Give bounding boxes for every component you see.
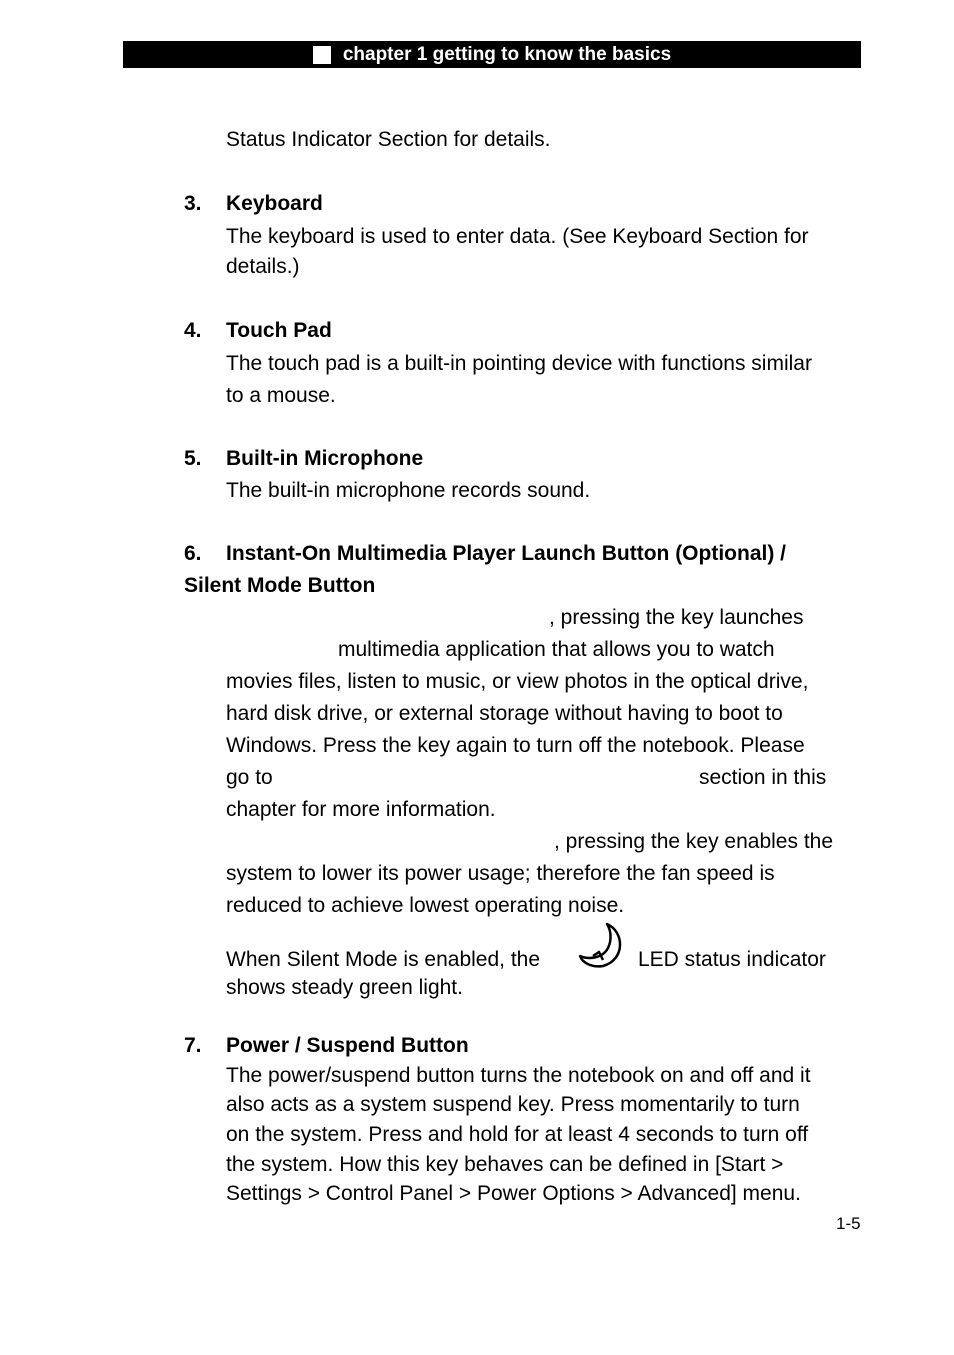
item-text: hard disk drive, or external storage without having to boot to xyxy=(226,702,783,725)
item-text: The power/suspend button turns the notebook on and off and it xyxy=(226,1064,811,1087)
item-text: the system. How this key behaves can be defined in [Start > xyxy=(226,1153,784,1176)
item-number: 4. xyxy=(184,319,202,342)
page-number: 1-5 xyxy=(836,1214,861,1233)
item-text: Settings > Control Panel > Power Options > Advanced] menu. xyxy=(226,1182,801,1205)
item-text: system to lower its power usage; therefore the fan speed is xyxy=(226,862,775,885)
moon-icon xyxy=(577,920,627,970)
item-text: chapter for more information. xyxy=(226,798,496,821)
item-text: , pressing the key launches xyxy=(549,606,804,629)
item-text: shows steady green light. xyxy=(226,976,463,999)
item-number: 3. xyxy=(184,192,202,215)
item-title: Keyboard xyxy=(226,192,323,215)
item-text: movies files, listen to music, or view photos in the optical drive, xyxy=(226,670,809,693)
item-title: Power / Suspend Button xyxy=(226,1034,469,1057)
item-text: , pressing the key enables the xyxy=(554,830,834,853)
item-text: go to xyxy=(226,766,273,789)
item-title: Touch Pad xyxy=(226,319,332,342)
item-text: details.) xyxy=(226,255,300,278)
item-text: LED status indicator xyxy=(638,948,826,971)
item-text: section in this xyxy=(699,766,827,789)
item-title: Instant-On Multimedia Player Launch Button (Optional) / xyxy=(226,542,787,565)
header-square-icon xyxy=(313,46,331,64)
item-number: 5. xyxy=(184,447,202,470)
item-text: The touch pad is a built-in pointing device with functions similar xyxy=(226,352,812,375)
item-title-continued: Silent Mode Button xyxy=(184,574,376,597)
item-number: 6. xyxy=(184,542,202,565)
item-text: to a mouse. xyxy=(226,384,336,407)
item-text: multimedia application that allows you to watch xyxy=(338,638,775,661)
item-text: The keyboard is used to enter data. (See Keyboard Section for xyxy=(226,225,809,248)
item-text: also acts as a system suspend key. Press momentarily to turn xyxy=(226,1093,800,1116)
item-text: reduced to achieve lowest operating noise. xyxy=(226,894,625,917)
item-text: on the system. Press and hold for at least 4 seconds to turn off xyxy=(226,1123,809,1146)
chapter-header xyxy=(123,41,861,68)
item-title: Built-in Microphone xyxy=(226,447,424,470)
item-text: When Silent Mode is enabled, the xyxy=(226,948,541,971)
intro-line: Status Indicator Section for details. xyxy=(226,128,551,151)
item-text: Windows. Press the key again to turn off the notebook. Please xyxy=(226,734,805,757)
item-number: 7. xyxy=(184,1034,202,1057)
chapter-title: chapter 1 getting to know the basics xyxy=(342,43,672,65)
item-text: The built-in microphone records sound. xyxy=(226,479,591,502)
